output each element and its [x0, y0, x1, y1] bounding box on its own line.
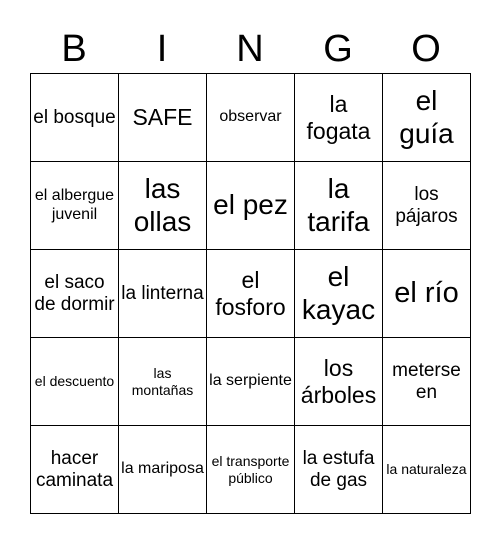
cell-text: el albergue juvenil: [34, 187, 115, 223]
bingo-cell[interactable]: [383, 74, 471, 162]
bingo-cell[interactable]: [383, 426, 471, 514]
cell-text: SAFE: [132, 104, 193, 131]
bingo-cell[interactable]: [207, 74, 295, 162]
cell-text: los árboles: [300, 355, 377, 408]
bingo-cell[interactable]: [383, 162, 471, 250]
bingo-cell[interactable]: [295, 426, 383, 514]
cell-text: la serpiente: [209, 372, 292, 390]
bingo-cell[interactable]: [207, 426, 295, 514]
cell-text: las ollas: [133, 173, 192, 237]
cell-text: el bosque: [33, 106, 116, 128]
cell-text: el transporte público: [211, 453, 290, 486]
bingo-cell[interactable]: [31, 162, 119, 250]
header-letter-b: B: [61, 28, 87, 70]
cell-text: el río: [394, 276, 459, 309]
bingo-cell[interactable]: [31, 74, 119, 162]
bingo-header: [30, 22, 470, 76]
cell-text: la estufa de gas: [302, 447, 375, 491]
bingo-cell[interactable]: [383, 250, 471, 338]
free-space-cell[interactable]: [119, 74, 207, 162]
cell-text: la naturaleza: [386, 461, 467, 478]
bingo-cell[interactable]: [119, 338, 207, 426]
bingo-cell[interactable]: [31, 426, 119, 514]
cell-text: hacer caminata: [35, 447, 114, 491]
bingo-cell[interactable]: [119, 426, 207, 514]
cell-text: los pájaros: [395, 183, 458, 227]
bingo-cell[interactable]: [383, 338, 471, 426]
header-letter-i: I: [156, 28, 168, 70]
cell-text: la mariposa: [121, 460, 204, 478]
bingo-cell[interactable]: [207, 338, 295, 426]
cell-text: el fosforo: [215, 267, 286, 320]
cell-text: meterse en: [392, 359, 461, 403]
bingo-card: [30, 73, 471, 514]
cell-text: el kayac: [301, 261, 376, 325]
header-letter-g: G: [323, 28, 353, 70]
bingo-cell[interactable]: [207, 250, 295, 338]
bingo-cell[interactable]: [295, 74, 383, 162]
cell-text: la fogata: [306, 91, 371, 144]
cell-text: el pez: [213, 189, 288, 221]
bingo-cell[interactable]: [119, 162, 207, 250]
bingo-cell[interactable]: [295, 250, 383, 338]
bingo-cell[interactable]: [119, 250, 207, 338]
cell-text: las montañas: [131, 365, 194, 398]
header-letter-o: O: [411, 28, 441, 70]
bingo-cell[interactable]: [207, 162, 295, 250]
bingo-cell[interactable]: [31, 250, 119, 338]
bingo-cell[interactable]: [295, 338, 383, 426]
cell-text: el guía: [399, 85, 454, 149]
header-letter-n: N: [236, 28, 264, 70]
bingo-cell[interactable]: [295, 162, 383, 250]
cell-text: observar: [219, 108, 282, 126]
bingo-cell[interactable]: [31, 338, 119, 426]
cell-text: la linterna: [121, 282, 204, 304]
cell-text: la tarifa: [307, 173, 370, 237]
cell-text: el saco de dormir: [34, 271, 115, 315]
cell-text: el descuento: [34, 373, 115, 390]
